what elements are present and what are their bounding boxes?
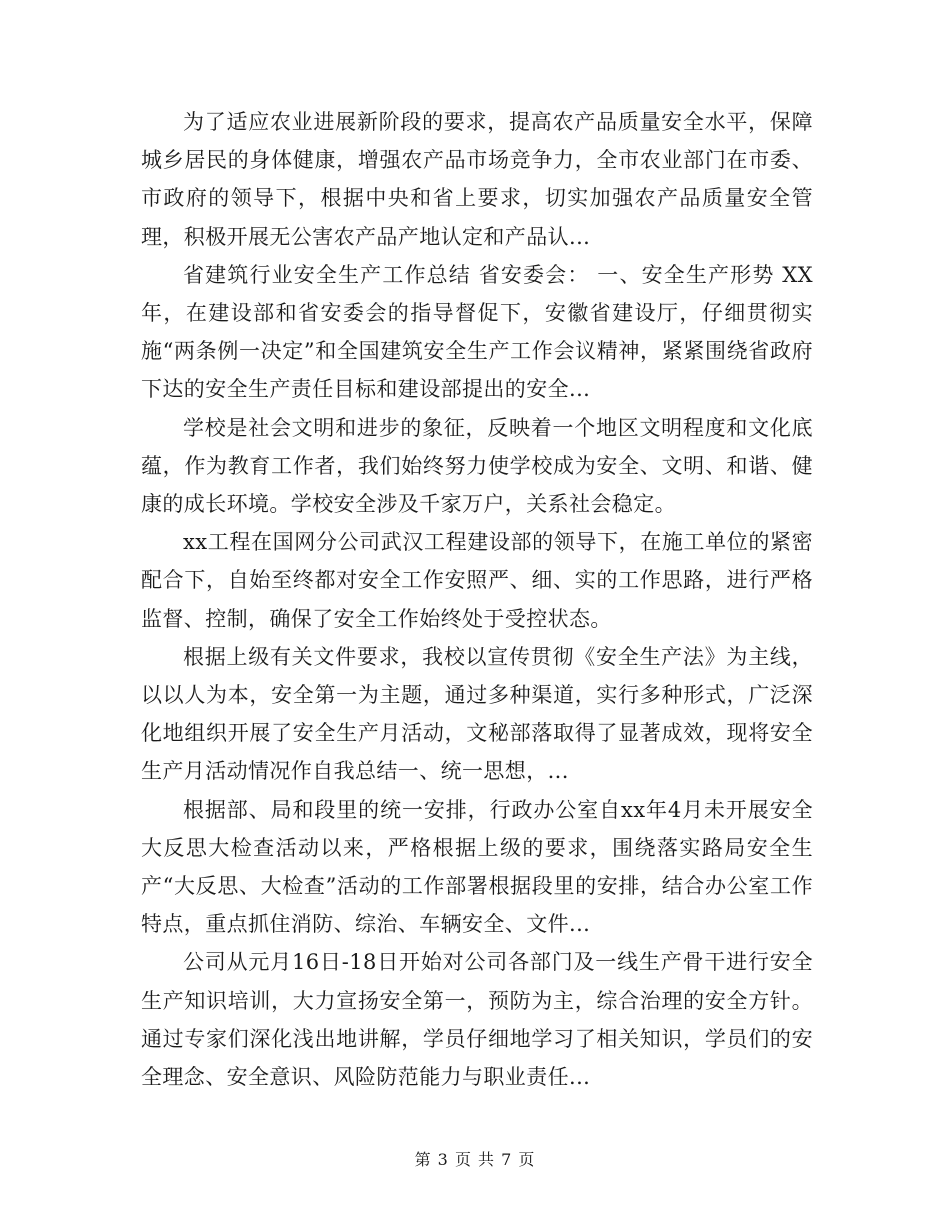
paragraph-construction-safety: 省建筑行业安全生产工作总结 省安委会： 一、安全生产形势 XX年，在建设部和省安委会的指导督促下，安徽省建设厅，仔细贯彻实施“两条例一决定”和全国建筑安全生产工作会议精神，紧紧围绕省政府下达的安全生产责任目标和建设部提出的安全...: [141, 262, 813, 402]
document-body: [141, 103, 813, 1096]
paragraph-agriculture: 为了适应农业进展新阶段的要求，提高农产品质量安全水平，保障城乡居民的身体健康，增强农产品市场竞争力，全市农业部门在市委、市政府的领导下，根据中央和省上要求，切实加强农产品质量安全管理，积极开展无公害农产品产地认定和产品认...: [141, 110, 813, 249]
paragraph-office-inspection: 根据部、局和段里的统一安排，行政办公室自xx年4月未开展安全大反思大检查活动以来，严格根据上级的要求，围绕落实路局安全生产“大反思、大检查”活动的工作部署根据段里的安排，结合办公室工作特点，重点抓住消防、综治、车辆安全、文件...: [141, 797, 813, 937]
paragraph-safety-month: 根据上级有关文件要求，我校以宣传贯彻《安全生产法》为主线，以以人为本，安全第一为主题，通过多种渠道，实行多种形式，广泛深化地组织开展了安全生产月活动，文秘部落取得了显著成效，现将安全生产月活动情况作自我总结一、统一思想，...: [141, 644, 813, 784]
page-number-footer: 第 3 页 共 7 页: [414, 1150, 536, 1169]
paragraph-project-safety: xx工程在国网分公司武汉工程建设部的领导下，在施工单位的紧密配合下，自始至终都对安全工作安照严、细、实的工作思路，进行严格监督、控制，确保了安全工作始终处于受控状态。: [141, 530, 813, 631]
paragraph-company-training: 公司从元月16日-18日开始对公司各部门及一线生产骨干进行安全生产知识培训，大力宣扬安全第一，预防为主，综合治理的安全方针。通过专家们深化浅出地讲解，学员仔细地学习了相关知识，学员们的安全理念、安全意识、风险防范能力与职业责任...: [141, 950, 813, 1090]
paragraph-school-safety: 学校是社会文明和进步的象征，反映着一个地区文明程度和文化底蕴，作为教育工作者，我们始终努力使学校成为安全、文明、和谐、健康的成长环境。学校安全涉及千家万户，关系社会稳定。: [141, 415, 813, 517]
